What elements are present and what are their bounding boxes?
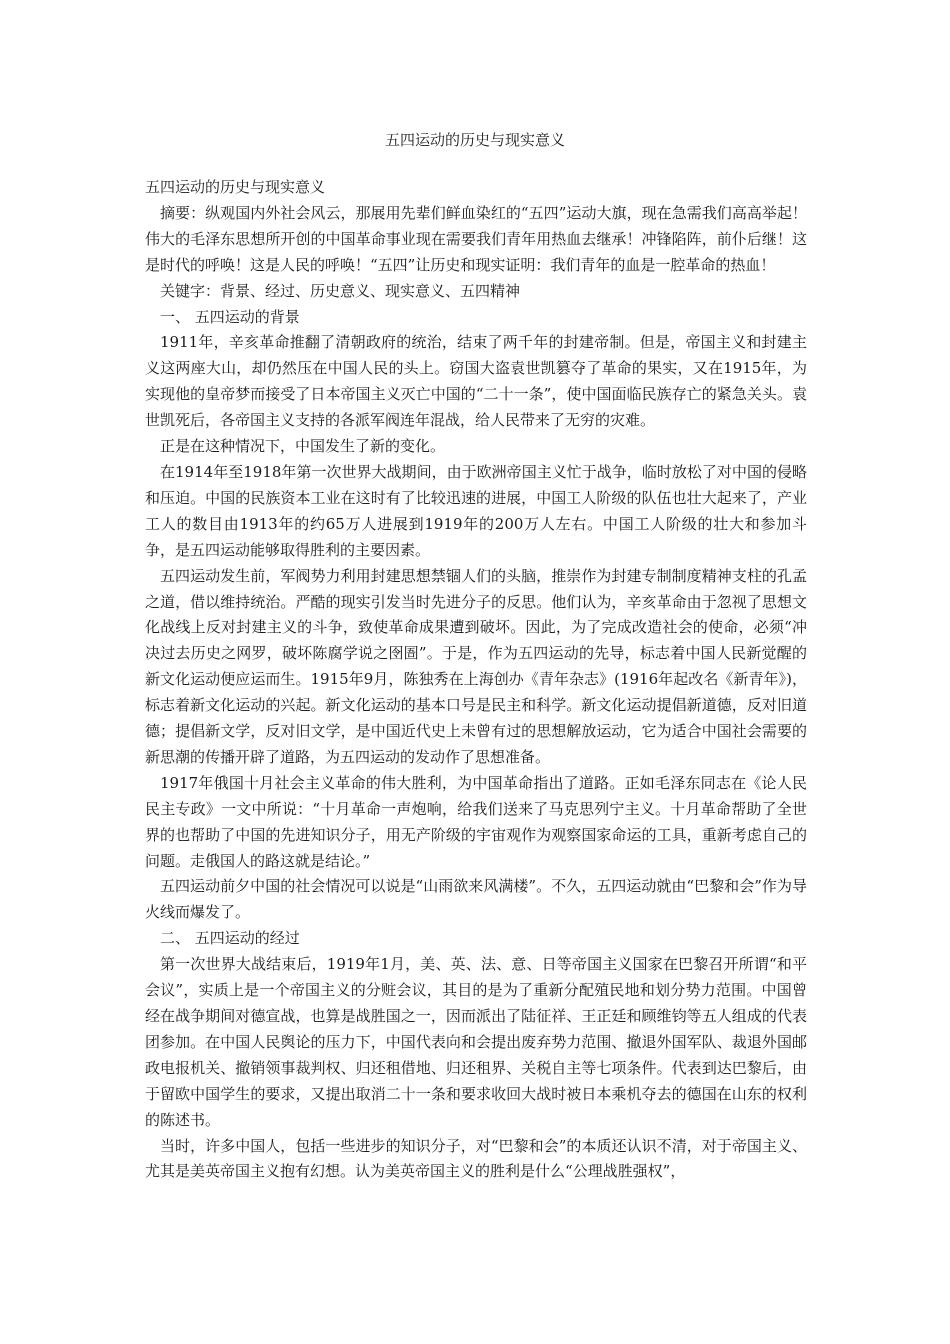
section-heading-2: 二、 五四运动的经过 <box>160 929 300 948</box>
document-body <box>145 175 807 1185</box>
paragraph-keywords: 关键字：背景、经过、历史意义、现实意义、五四精神 <box>160 281 521 300</box>
paragraph: 1911年，辛亥革命推翻了清朝政府的统治，结束了两千年的封建帝制。但是，帝国主义和封建主义这两座大山，却仍然压在中国人民的头上。窃国大盗袁世凯篡夺了革命的果实，又在1915年，为实现他的皇帝梦而接受了日本帝国主义灭亡中国的“二十一条”，使中国面临民族存亡的紧急关头。袁世凯死后，各帝国主义支持的各派军阀连年混战，给人民带来了无穷的灾难。 <box>145 333 807 430</box>
paragraph: 当时，许多中国人，包括一些进步的知识分子，对“巴黎和会”的本质还认识不清，对于帝国主义、尤其是美英帝国主义抱有幻想。认为美英帝国主义的胜利是什么“公理战胜强权”， <box>145 1136 807 1181</box>
page-title: 五四运动的历史与现实意义 <box>384 131 565 149</box>
paragraph-heading-title: 五四运动的历史与现实意义 <box>145 178 326 196</box>
paragraph: 正是在这种情况下，中国发生了新的变化。 <box>160 437 446 456</box>
paragraph: 五四运动前夕中国的社会情况可以说是“山雨欲来风满楼”。不久，五四运动就由“巴黎和会”作为导火线而爆发了。 <box>145 877 807 922</box>
section-heading-1: 一、 五四运动的背景 <box>160 307 300 326</box>
paragraph: 第一次世界大战结束后，1919年1月，美、英、法、意、日等帝国主义国家在巴黎召开所谓“和平会议”，实质上是一个帝国主义的分赃会议，其目的是为了重新分配殖民地和划分势力范围。中国曾经在战争期间对德宣战，也算是战胜国之一，因而派出了陆征祥、王正廷和顾维钧等五人组成的代表团参加。在中国人民舆论的压力下，中国代表向和会提出废弃势力范围、撤退外国军队、裁退外国邮政电报机关、撤销领事裁判权、归还租借地、归还租界、关税自主等七项条件。代表到达巴黎后，由于留欧中国学生的要求，又提出取消二十一条和要求收回大战时被日本乘机夺去的德国在山东的权利的陈述书。 <box>145 955 807 1129</box>
paragraph: 在1914年至1918年第一次世界大战期间，由于欧洲帝国主义忙于战争，临时放松了对中国的侵略和压迫。中国的民族资本工业在这时有了比较迅速的进展，中国工人阶级的队伍也壮大起来了，产业工人的数目由1913年的约65万人进展到1919年的200万人左右。中国工人阶级的壮大和参加斗争，是五四运动能够取得胜利的主要因素。 <box>145 462 807 559</box>
paragraph: 五四运动发生前，军阀势力利用封建思想禁锢人们的头脑，推崇作为封建专制制度精神支柱的孔孟之道，借以维持统治。严酷的现实引发当时先进分子的反思。他们认为，辛亥革命由于忽视了思想文化战线上反对封建主义的斗争，致使革命成果遭到破坏。因此，为了完成改造社会的使命，必须“冲决过去历史之网罗，破坏陈腐学说之囹圄”。于是，作为五四运动的先导，标志着中国人民新觉醒的新文化运动便应运而生。1915年9月，陈独秀在上海创办《青年杂志》(1916年起改名《新青年》)，标志着新文化运动的兴起。新文化运动的基本口号是民主和科学。新文化运动提倡新道德，反对旧道德；提倡新文学，反对旧文学，是中国近代史上未曾有过的思想解放运动，它为适合中国社会需要的新思潮的传播开辟了道路，为五四运动的发动作了思想准备。 <box>145 566 807 766</box>
paragraph-abstract: 摘要：纵观国内外社会风云，那展用先辈们鲜血染红的“五四”运动大旗，现在急需我们高高举起！伟大的毛泽东思想所开创的中国革命事业现在需要我们青年用热血去继承！冲锋陷阵，前仆后继！这是时代的呼唤！这是人民的呼唤！“五四”让历史和现实证明：我们青年的血是一腔革命的热血！ <box>145 203 807 274</box>
paragraph: 1917年俄国十月社会主义革命的伟大胜利，为中国革命指出了道路。正如毛泽东同志在《论人民民主专政》一文中所说：“十月革命一声炮响，给我们送来了马克思列宁主义。十月革命帮助了全世界的也帮助了中国的先进知识分子，用无产阶级的宇宙观作为观察国家命运的工具，重新考虑自己的问题。走俄国人的路这就是结论。” <box>145 773 807 870</box>
